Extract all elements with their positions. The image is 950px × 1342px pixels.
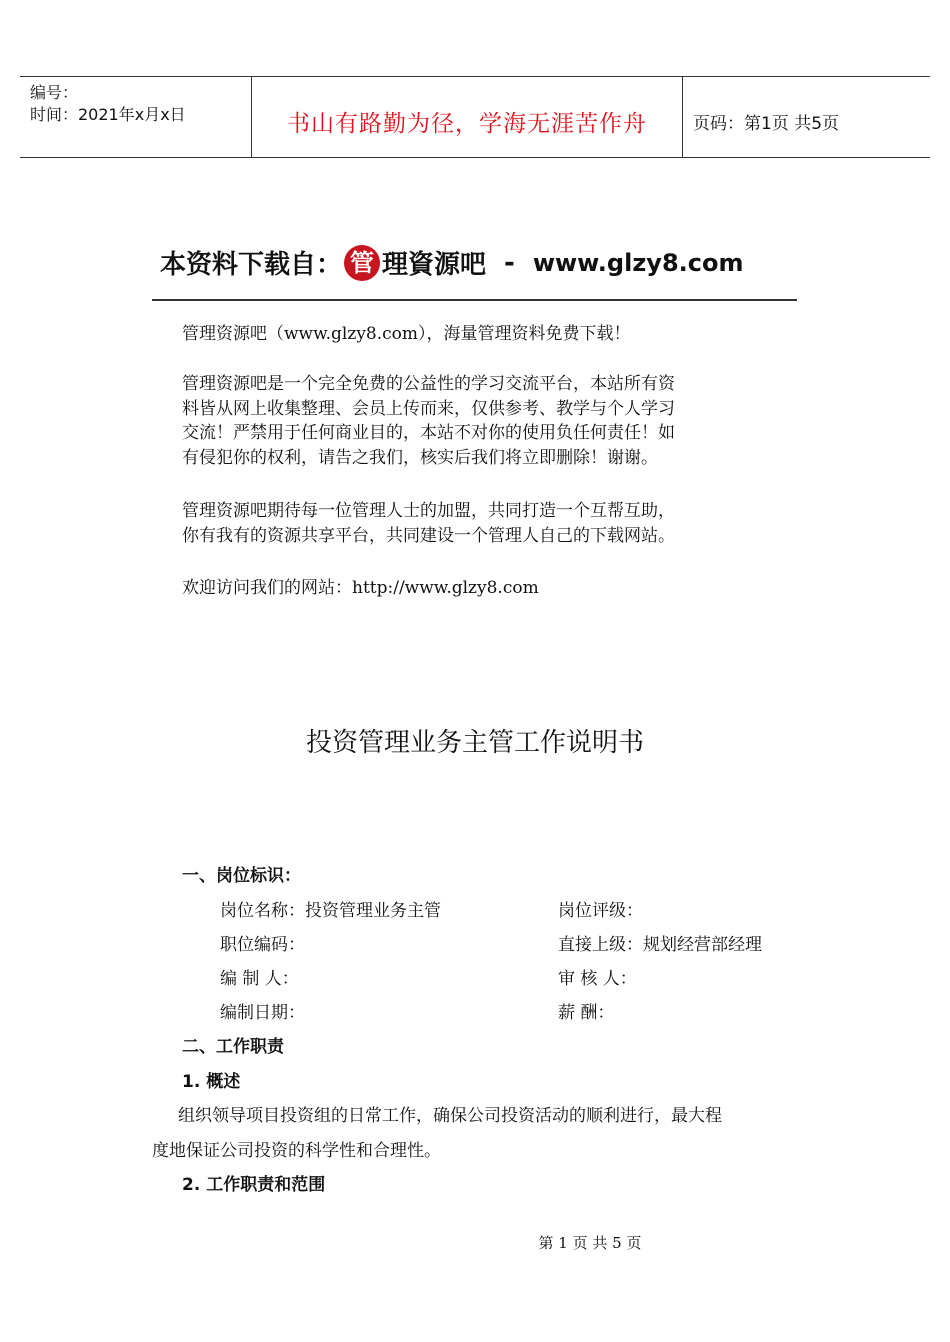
motto-text: 书山有路勤为径，学海无涯苦作舟 [287, 111, 647, 137]
notice-line: 你有我有的资源共享平台，共同建设一个管理人自己的下载网站。 [182, 525, 675, 546]
banner-dash: - [504, 247, 515, 278]
field-position-code: 职位编码： [220, 935, 305, 955]
notice-line: 管理资源吧是一个完全免费的公益性的学习交流平台，本站所有资 [182, 374, 675, 394]
subsection-scope: 2. 工作职责和范围 [182, 1175, 326, 1195]
banner-divider [152, 299, 797, 301]
field-position-grade: 岗位评级： [558, 901, 643, 921]
document-title: 投资管理业务主管工作说明书 [305, 728, 644, 758]
page-number-label: 页码：第1页 共5页 [693, 114, 840, 134]
field-author: 编 制 人： [220, 969, 299, 989]
notice-welcome [182, 576, 782, 601]
header-motto-cell [252, 77, 682, 157]
notice-line: 交流！严禁用于任何商业目的，本站不对你的使用负任何责任！如 [182, 423, 675, 443]
section-heading-identification: 一、岗位标识： [182, 866, 301, 886]
field-date: 编制日期： [220, 1003, 305, 1023]
notice-line: 有侵犯你的权利，请告之我们，核实后我们将立即删除！谢谢。 [182, 447, 658, 468]
field-reviewer: 审 核 人： [558, 969, 637, 989]
notice-intro [182, 322, 782, 347]
notice-line: 欢迎访问我们的网站：http://www.glzy8.com [182, 578, 539, 598]
field-salary: 薪 酬： [558, 1003, 615, 1023]
field-position-name: 岗位名称：投资管理业务主管 [220, 901, 441, 921]
header-meta-cell [20, 77, 250, 157]
header-table [20, 76, 930, 158]
notice-disclaimer [182, 372, 782, 470]
notice-line: 管理资源吧期待每一位管理人士的加盟，共同打造一个互帮互助， [182, 501, 675, 521]
banner-site-name: 理資源吧 [382, 250, 487, 280]
notice-line: 料皆从网上收集整理、会员上传而来，仅供参考、教学与个人学习 [182, 398, 675, 419]
overview-text-line: 组织领导项目投资组的日常工作，确保公司投资活动的顺利进行，最大程 [178, 1106, 722, 1126]
document-number-label: 编号： [30, 83, 79, 102]
site-logo-icon: 管 [344, 245, 380, 281]
banner-prefix: 本资料下载自： [160, 250, 343, 280]
notice-line: 管理资源吧（www.glzy8.com），海量管理资料免费下载！ [182, 324, 631, 344]
header-page-cell [683, 77, 930, 157]
notice-invitation [182, 499, 782, 548]
overview-text-line: 度地保证公司投资的科学性和合理性。 [152, 1141, 441, 1161]
section-heading-duties: 二、工作职责 [182, 1037, 284, 1057]
field-superior: 直接上级：规划经营部经理 [558, 935, 762, 955]
document-time-label: 时间：2021年x月x日 [30, 105, 186, 124]
page-footer: 第 1 页 共 5 页 [538, 1234, 642, 1252]
subsection-overview: 1. 概述 [182, 1072, 241, 1092]
banner-url: www.glzy8.com [532, 248, 744, 277]
download-source-banner [160, 244, 743, 284]
